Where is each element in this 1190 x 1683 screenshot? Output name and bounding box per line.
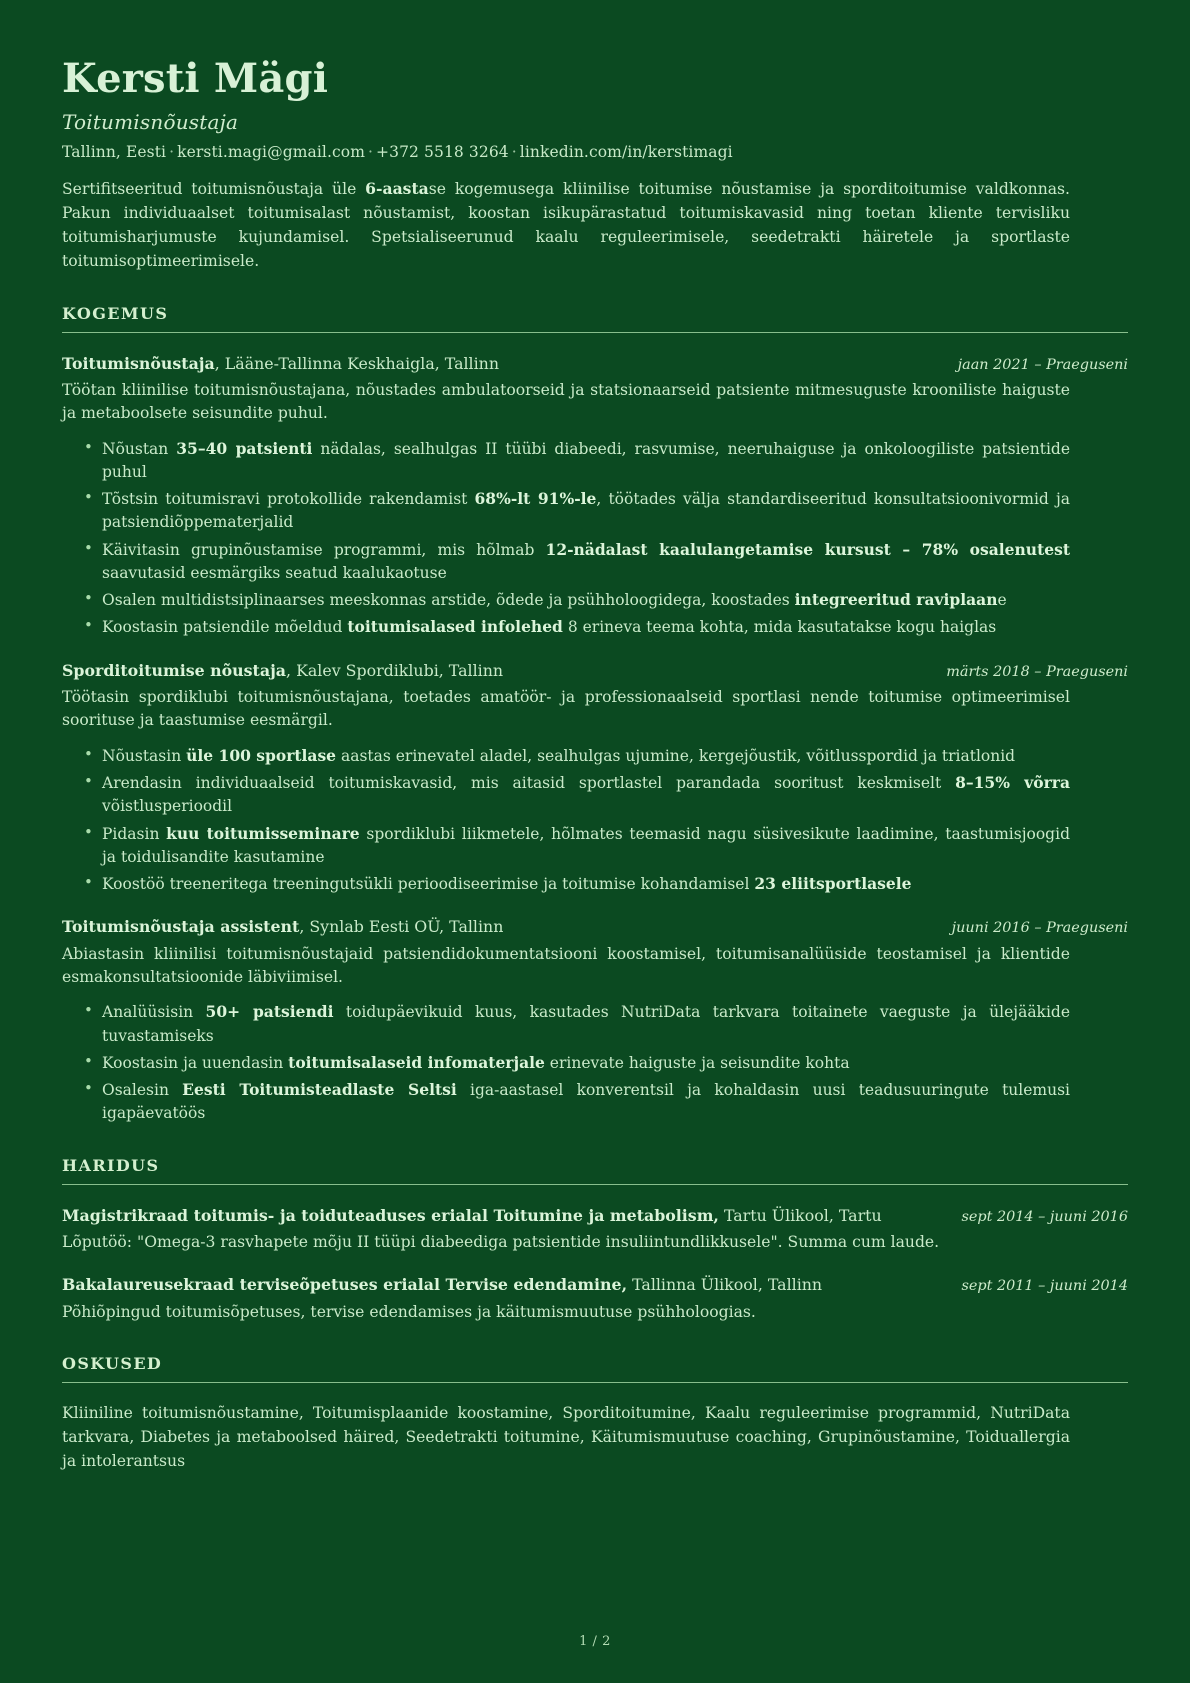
entry-company: , Lääne-Tallinna Keskhaigla, Tallinn <box>214 353 500 373</box>
entry-role: Toitumisnõustaja assistent <box>62 917 300 937</box>
entry-description: Abiastasin kliinilisi toitumisnõustajaid patsiendidokumentatsiooni koostamisel, toitumisanalüüside teostamisel ja klientide esmakonsultatsioonide läbiviimisel. <box>62 944 1070 987</box>
entry-role: Toitumisnõustaja <box>62 353 215 373</box>
bullet-text-pre: Nõustasin <box>102 746 187 765</box>
entry-role: Sporditoitumise nõustaja <box>62 660 287 680</box>
list-item <box>84 538 1070 586</box>
entry-degree-school <box>62 1205 882 1226</box>
entry-degree-school <box>62 1274 822 1295</box>
entry-school: Tallinna Ülikool, Tallinn <box>627 1275 823 1295</box>
entry-company: , Synlab Eesti OÜ, Tallinn <box>299 917 504 937</box>
entry-date-range: jaan 2021 – Praeguseni <box>957 356 1128 373</box>
entry-description: Põhiõpingud toitumisõpetuses, tervise edendamises ja käitumismuutuse psühholoogias. <box>62 1302 756 1321</box>
bullet-text-pre: Koostasin ja uuendasin <box>102 1053 289 1072</box>
section-divider <box>62 1184 1128 1185</box>
entry-date-range: märts 2018 – Praeguseni <box>946 663 1128 680</box>
summary-pre: Sertifitseeritud toitumisnõustaja üle <box>62 180 366 198</box>
bullet-text-mid: aastas erinevatel aladel, sealhulgas ujumine, kergejõustik, võitlusspordid ja triatlonid <box>336 746 1016 765</box>
contact-phone[interactable]: +372 5518 3264 <box>376 143 509 161</box>
education-entry <box>62 1205 1128 1255</box>
bullet-highlight: toitumisalased infolehed <box>347 617 563 637</box>
bullet-text-mid: saavutasid eesmärgiks seatud kaalukaotuse <box>102 563 447 582</box>
list-item <box>84 1000 1070 1048</box>
skills-text: Kliiniline toitumisnõustamine, Toitumisplaanide koostamine, Sporditoitumine, Kaalu reguleerimise programmid, NutriData tarkvara, Diabetes ja metaboolsed häired, Seedetrakti toitumine, Käitumismuutuse coaching, Grupinõustamine, Toiduallergia ja intolerantsus <box>62 1404 1070 1471</box>
list-item <box>84 771 1070 819</box>
contact-separator-icon: · <box>511 143 517 161</box>
contact-line <box>62 143 1128 161</box>
experience-entry <box>62 353 1128 640</box>
education-entry-list <box>62 1205 1128 1324</box>
entry-header <box>62 353 1128 374</box>
bullet-text-mid: nädalas, sealhulgas II tüübi diabeedi, rasvumise, neeruhaiguse ja onkoloogiliste patsientide puhul <box>102 439 1070 481</box>
entry-date-range: sept 2014 – juuni 2016 <box>961 1208 1128 1225</box>
page-number: 1 / 2 <box>579 1634 611 1649</box>
bullet-text-mid: 8 erineva teema kohta, mida kasutatakse kogu haiglas <box>562 618 997 637</box>
contact-email[interactable]: kersti.magi@gmail.com <box>177 143 366 161</box>
bullet-text-pre: Käivitasin grupinõustamise programmi, mis hõlmab <box>102 540 546 559</box>
entry-description: Lõputöö: "Omega-3 rasvhapete mõju II tüüpi diabeediga patsientide insuliintundlikkusele". Summa cum laude. <box>62 1232 940 1251</box>
section-divider <box>62 332 1128 333</box>
list-item <box>84 487 1070 535</box>
experience-entry <box>62 660 1128 897</box>
entry-header <box>62 1205 1128 1226</box>
section-divider <box>62 1382 1128 1383</box>
entry-date-range: juuni 2016 – Praeguseni <box>951 920 1128 937</box>
list-item <box>84 615 1070 639</box>
section-title-experience: KOGEMUS <box>62 303 169 323</box>
bullet-highlight: 12-nädalast kaalulangetamise kursust – 78% osalenutest <box>545 539 1070 559</box>
entry-header <box>62 1274 1128 1295</box>
entry-bullet-list <box>62 1000 1128 1125</box>
bullet-text-pre: Osalen multidistsiplinaarses meeskonnas arstide, õdede ja psühholoogidega, koostades <box>102 591 795 610</box>
list-item <box>84 1051 1070 1075</box>
contact-separator-icon: · <box>368 143 374 161</box>
contact-separator-icon: · <box>169 143 175 161</box>
summary-highlight: 6-aasta <box>365 179 429 198</box>
bullet-text-pre: Nõustan <box>102 439 177 458</box>
section-education <box>62 1156 1128 1324</box>
bullet-text-mid: erinevate haiguste ja seisundite kohta <box>544 1053 850 1072</box>
experience-entry <box>62 916 1128 1125</box>
bullet-text-mid: iga-aastasel konverentsil ja kohaldasin uusi teadusuuringute tulemusi igapäevatöös <box>102 1081 1070 1123</box>
summary-post: se kogemusega kliinilise toitumise nõustamise ja sporditoitumise valdkonnas. Pakun individuaalset toitumisalast nõustamist, koostan isikupärastatud toitumiskavasid ning toetan kliente tervisliku toitumisharjumuste kujundamisel. Spetsialiseerunud kaalu reguleerimisele, seedetrakti häiretele ja sportlaste toitumisoptimeerimisele. <box>62 180 1070 271</box>
entry-school: Tartu Ülikool, Tartu <box>718 1205 882 1225</box>
bullet-text-mid: , töötades välja standardiseeritud konsultatsioonivormid ja patsiendiõppematerjalid <box>102 490 1071 532</box>
bullet-text-pre: Osalesin <box>102 1081 183 1100</box>
list-item <box>84 1078 1070 1126</box>
bullet-highlight: 68%-lt 91%-le <box>474 489 597 509</box>
entry-role-company <box>62 916 503 937</box>
bullet-highlight: 23 eliitsportlasele <box>754 874 912 894</box>
bullet-text-mid: spordiklubi liikmetele, hõlmates teemasid nagu süsivesikute laadimine, taastumisjoogid ja toidulisandite kasutamine <box>102 824 1070 866</box>
entry-degree: Bakalaureusekraad terviseõpetuses erialal Tervise edendamine, <box>62 1275 628 1295</box>
bullet-highlight: üle 100 sportlase <box>186 745 337 765</box>
bullet-text-pre: Arendasin individuaalseid toitumiskavasid, mis aitasid sportlastel parandada sooritust keskmiselt <box>102 774 956 793</box>
summary-paragraph <box>62 177 1070 274</box>
bullet-highlight: Eesti Toitumisteadlaste Seltsi <box>182 1080 457 1100</box>
bullet-highlight: toitumisalaseid infomaterjale <box>288 1052 545 1072</box>
list-item <box>84 744 1070 768</box>
bullet-highlight: integreeritud raviplaan <box>794 590 998 610</box>
entry-header <box>62 660 1128 681</box>
bullet-text-pre: Koostöö treeneritega treeningutsükli perioodiseerimise ja toitumise kohandamisel <box>102 875 755 894</box>
entry-description: Töötan kliinilise toitumisnõustajana, nõustades ambulatoorseid ja statsionaarseid patsiente mitmesuguste krooniliste haiguste ja metaboolsete seisundite puhul. <box>62 380 1070 423</box>
entry-degree: Magistrikraad toitumis- ja toiduteaduses erialal Toitumine ja metabolism, <box>62 1205 719 1225</box>
bullet-highlight: 35–40 patsienti <box>176 438 313 458</box>
entry-date-range: sept 2011 – juuni 2014 <box>961 1278 1128 1295</box>
section-skills <box>62 1354 1128 1473</box>
entry-bullet-list <box>62 744 1128 897</box>
entry-company: , Kalev Spordiklubi, Tallinn <box>286 660 504 680</box>
section-experience <box>62 304 1128 1126</box>
bullet-text-pre: Tõstsin toitumisravi protokollide rakendamist <box>102 490 475 509</box>
bullet-highlight: 50+ patsiendi <box>205 1002 334 1022</box>
list-item <box>84 437 1070 485</box>
section-title-skills: OSKUSED <box>62 1354 163 1374</box>
entry-bullet-list <box>62 437 1128 640</box>
entry-role-company <box>62 660 503 681</box>
list-item <box>84 822 1070 870</box>
education-entry <box>62 1274 1128 1324</box>
bullet-text-pre: Koostasin patsiendile mõeldud <box>102 618 348 637</box>
bullet-text-mid: võistlusperioodil <box>102 797 233 816</box>
contact-location: Tallinn, Eesti <box>62 143 167 161</box>
entry-header <box>62 916 1128 937</box>
bullet-text-mid: e <box>997 591 1007 610</box>
list-item <box>84 872 1070 896</box>
entry-description: Töötasin spordiklubi toitumisnõustajana, toetades amatöör- ja professionaalseid sportlasi nende toitumise optimeerimisel soorituse ja taastumise eesmärgil. <box>62 688 1070 730</box>
bullet-highlight: kuu toitumisseminare <box>166 823 360 843</box>
bullet-text-pre: Analüüsisin <box>102 1003 206 1022</box>
experience-entry-list <box>62 353 1128 1126</box>
entry-role-company <box>62 353 499 374</box>
job-headline: Toitumisnõustaja <box>62 110 239 134</box>
bullet-highlight: 8–15% võrra <box>955 773 1071 793</box>
section-title-education: HARIDUS <box>62 1155 160 1175</box>
page-title: Kersti Mägi <box>62 55 329 102</box>
contact-linkedin[interactable]: linkedin.com/in/kerstimagi <box>519 143 733 161</box>
list-item <box>84 588 1070 612</box>
bullet-text-mid: toidupäevikuid kuus, kasutades NutriData tarkvara toitainete vaeguste ja ülejääkide tuvastamiseks <box>102 1003 1071 1045</box>
bullet-text-pre: Pidasin <box>102 824 167 843</box>
